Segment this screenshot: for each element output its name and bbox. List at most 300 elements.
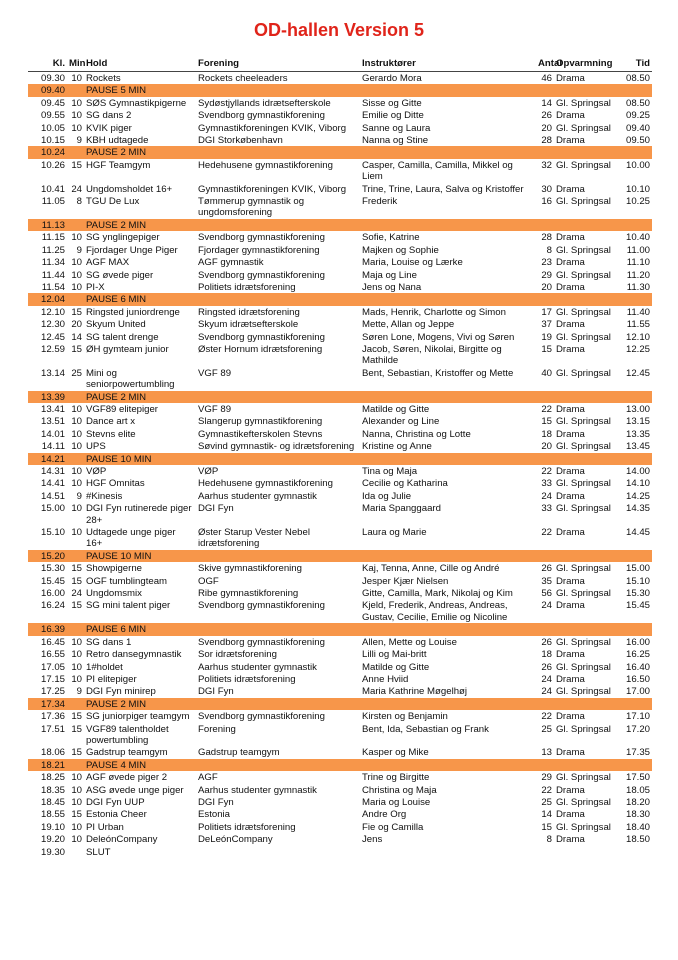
pause-row <box>28 84 652 96</box>
table-row <box>28 833 652 845</box>
pause-gap <box>67 623 84 635</box>
cell-hold: ØH gymteam junior <box>86 343 169 355</box>
table-row <box>28 784 652 796</box>
cell-forening: Skive gymnastikforening <box>198 563 302 575</box>
cell-antal: 35 <box>541 575 552 587</box>
cell-forening: Rockets cheeleaders <box>198 73 288 84</box>
cell-min: 25 <box>71 367 82 379</box>
cell-hold: SG talent drenge <box>86 331 159 343</box>
table-row <box>28 134 652 146</box>
cell-kl: 17.25 <box>40 686 65 698</box>
header-kl: Kl. <box>28 58 67 72</box>
cell-min: 10 <box>71 661 82 673</box>
cell-tid: 10.10 <box>625 183 650 195</box>
cell-min: 10 <box>71 281 82 293</box>
cell-forening: AGF gymnastik <box>198 257 264 269</box>
cell-forening: VØP <box>198 466 219 477</box>
cell-opvarmning: Gl. Springsal <box>556 367 611 379</box>
cell-tid: 10.25 <box>625 196 650 208</box>
cell-hold: VGF89 elitepiger <box>86 403 158 415</box>
cell-antal: 40 <box>541 367 552 379</box>
cell-min: 15 <box>71 600 82 612</box>
pause-row <box>28 293 652 305</box>
cell-opvarmning: Gl. Springsal <box>556 478 611 490</box>
cell-antal: 23 <box>541 257 552 269</box>
cell-antal: 22 <box>541 784 552 796</box>
cell-antal: 18 <box>541 428 552 440</box>
cell-opvarmning: Drama <box>556 747 585 759</box>
pause-gap <box>67 293 84 305</box>
cell-instruktorer: Emilie og Ditte <box>362 110 424 122</box>
cell-instruktorer: Jens og Nana <box>362 281 422 293</box>
cell-tid: 12.25 <box>625 343 650 355</box>
cell-instruktorer: Nanna og Stine <box>362 135 429 147</box>
header-tid: Tid <box>618 58 652 72</box>
cell-opvarmning: Drama <box>556 73 585 84</box>
cell-min <box>67 846 84 858</box>
cell-min: 10 <box>71 772 82 784</box>
cell-kl: 11.44 <box>41 269 65 281</box>
page-title: OD-hallen Version 5 <box>253 20 425 40</box>
pause-label: PAUSE 4 MIN <box>84 759 652 771</box>
cell-instruktorer: Tina og Maja <box>362 466 418 477</box>
cell-tid: 15.10 <box>625 575 650 587</box>
cell-antal: 32 <box>541 159 552 171</box>
cell-kl: 16.24 <box>40 600 65 612</box>
cell-instruktorer: Kasper og Mike <box>362 747 429 759</box>
cell-opvarmning: Gl. Springsal <box>556 331 611 343</box>
cell-opvarmning: Drama <box>556 527 585 539</box>
cell-instruktorer: Maria, Louise og Lærke <box>362 257 463 269</box>
table-row <box>28 710 652 722</box>
pause-row <box>28 759 652 771</box>
cell-min: 10 <box>71 73 82 84</box>
cell-opvarmning: Drama <box>556 135 585 147</box>
cell-kl: 16.55 <box>40 649 65 661</box>
cell-opvarmning: Drama <box>556 673 585 685</box>
pause-label: PAUSE 2 MIN <box>84 219 652 231</box>
cell-min: 15 <box>71 723 82 735</box>
cell-min: 10 <box>71 784 82 796</box>
table-row <box>28 231 652 243</box>
table-row <box>28 746 652 758</box>
cell-hold: SG ynglingepiger <box>86 232 160 244</box>
cell-instruktorer: Lilli og Mai-britt <box>362 649 427 661</box>
cell-antal: 26 <box>541 110 552 122</box>
cell-forening: AGF <box>198 772 218 784</box>
cell-forening: Tømmerup gymnastik og ungdomsforening <box>198 196 305 219</box>
header-row <box>28 58 652 72</box>
cell-antal: 56 <box>541 588 552 600</box>
cell-tid: 14.35 <box>625 503 650 515</box>
cell-hold: Skyum United <box>86 319 146 331</box>
cell-hold: Gadstrup teamgym <box>86 747 168 759</box>
cell-opvarmning: Drama <box>556 110 585 122</box>
cell-opvarmning: Gl. Springsal <box>556 796 611 808</box>
cell-tid: 15.00 <box>625 563 650 575</box>
cell-kl: 10.05 <box>40 122 65 134</box>
cell-antal: 15 <box>541 343 552 355</box>
pause-row <box>28 550 652 562</box>
cell-opvarmning: Drama <box>556 490 585 502</box>
cell-tid: 13.00 <box>625 403 650 415</box>
pause-gap <box>67 550 84 562</box>
cell-tid: 09.25 <box>625 110 650 122</box>
cell-min: 10 <box>71 428 82 440</box>
cell-instruktorer: Maria og Louise <box>362 796 431 808</box>
cell-hold: 1#holdet <box>86 661 123 673</box>
header-antal: Antal <box>536 58 554 72</box>
cell-min: 10 <box>71 466 82 477</box>
pause-label: PAUSE 5 MIN <box>84 84 652 96</box>
table-row <box>28 502 652 526</box>
cell-instruktorer: Maja og Line <box>362 269 417 281</box>
cell-instruktorer: Fie og Camilla <box>362 821 424 833</box>
table-row <box>28 599 652 623</box>
cell-antal: 22 <box>541 403 552 415</box>
cell-instruktorer: Ida og Julie <box>362 490 412 502</box>
cell-min: 15 <box>71 809 82 821</box>
cell-opvarmning: Gl. Springsal <box>556 441 611 453</box>
cell-min: 15 <box>71 747 82 759</box>
cell-forening: Øster Starup Vester Nebel idrætsforening <box>198 527 310 550</box>
cell-instruktorer: Jacob, Søren, Nikolai, Birgitte og Mathilde <box>362 343 502 367</box>
cell-opvarmning: Gl. Springsal <box>556 821 611 833</box>
pause-time: 15.20 <box>28 550 67 562</box>
table-row <box>28 661 652 673</box>
cell-tid: 13.15 <box>625 416 650 428</box>
cell-hold: SG juniorpiger teamgym <box>86 711 190 723</box>
cell-opvarmning: Gl. Springsal <box>556 661 611 673</box>
header-instruktorer: Instruktører <box>360 58 536 72</box>
cell-tid: 14.00 <box>625 466 650 477</box>
cell-instruktorer: Trine og Birgitte <box>362 772 430 784</box>
cell-instruktorer: Bent, Sebastian, Kristoffer og Mette <box>362 367 514 379</box>
table-row <box>28 575 652 587</box>
pause-label: PAUSE 6 MIN <box>84 623 652 635</box>
cell-instruktorer: Kaj, Tenna, Anne, Cille og André <box>362 563 500 575</box>
cell-forening: Hedehusene gymnastikforening <box>198 478 333 490</box>
cell-kl: 17.51 <box>40 723 65 735</box>
table-row <box>28 526 652 550</box>
cell-hold: ASG øvede unge piger <box>86 784 184 796</box>
cell-kl: 09.45 <box>40 97 65 109</box>
pause-time: 14.21 <box>28 453 67 465</box>
cell-min: 14 <box>71 331 82 343</box>
cell-kl: 12.45 <box>40 331 65 343</box>
pause-row <box>28 698 652 710</box>
cell-instruktorer: Kristine og Anne <box>362 441 432 453</box>
table-row <box>28 195 652 219</box>
pause-row <box>28 453 652 465</box>
cell-kl: 14.01 <box>40 428 65 440</box>
cell-kl: 12.30 <box>40 319 65 331</box>
cell-opvarmning: Drama <box>556 257 585 269</box>
cell-instruktorer: Kjeld, Frederik, Andreas, Andreas, Gustav, Cecilie, Emilie og Nicoline <box>362 600 508 623</box>
cell-instruktorer: Allen, Mette og Louise <box>362 636 457 648</box>
pause-time: 13.39 <box>28 391 67 403</box>
pause-gap <box>67 84 84 96</box>
cell-min: 9 <box>76 490 82 502</box>
table-row <box>28 673 652 685</box>
cell-instruktorer: Andre Org <box>362 809 407 821</box>
cell-antal: 28 <box>541 232 552 244</box>
cell-tid: 11.55 <box>626 319 650 331</box>
cell-forening: Slangerup gymnastikforening <box>198 416 323 428</box>
pause-gap <box>67 698 84 710</box>
cell-opvarmning: Gl. Springsal <box>556 269 611 281</box>
cell-min: 20 <box>71 319 82 331</box>
cell-min: 15 <box>71 306 82 318</box>
cell-opvarmning: Drama <box>556 711 585 723</box>
cell-forening: Svendborg gymnastikforening <box>198 232 325 244</box>
cell-tid: 14.45 <box>625 527 650 539</box>
cell-tid: 16.00 <box>625 636 650 648</box>
cell-instruktorer: Alexander og Line <box>362 416 440 428</box>
cell-kl: 18.06 <box>40 747 65 759</box>
cell-min: 10 <box>71 110 82 122</box>
cell-tid: 17.20 <box>625 723 650 735</box>
cell-tid: 17.50 <box>625 772 650 784</box>
cell-tid: 11.10 <box>626 257 650 269</box>
cell-kl: 10.26 <box>40 159 65 171</box>
cell-forening: Svendborg gymnastikforening <box>198 331 325 343</box>
cell-antal: 26 <box>541 636 552 648</box>
cell-opvarmning: Gl. Springsal <box>556 563 611 575</box>
cell-forening: Sydøstjyllands idrætsefterskole <box>198 97 331 109</box>
cell-hold: Ringsted juniordrenge <box>86 306 180 318</box>
cell-opvarmning: Gl. Springsal <box>556 306 611 318</box>
cell-tid: 11.20 <box>626 269 650 281</box>
cell-kl: 12.10 <box>40 306 65 318</box>
table-row <box>28 281 652 293</box>
cell-opvarmning: Drama <box>556 649 585 661</box>
cell-instruktorer: Gitte, Camilla, Mark, Nikolaj og Kim <box>362 588 513 600</box>
cell-instruktorer: Christina og Maja <box>362 784 437 796</box>
pause-row <box>28 391 652 403</box>
cell-instruktorer: Jens <box>362 834 383 846</box>
cell-hold: Retro dansegymnastik <box>86 649 182 661</box>
table-row <box>28 343 652 367</box>
cell-forening <box>196 846 360 858</box>
cell-forening: Gymnastikefterskolen Stevns <box>198 428 323 440</box>
cell-opvarmning: Drama <box>556 575 585 587</box>
table-row <box>28 796 652 808</box>
cell-hold: DGI Fyn minirep <box>86 686 156 698</box>
cell-tid: 13.45 <box>625 441 650 453</box>
cell-forening: Søvind gymnastik- og idrætsforening <box>198 441 355 453</box>
cell-forening: OGF <box>198 575 219 587</box>
cell-opvarmning: Drama <box>556 600 585 612</box>
cell-kl: 19.30 <box>40 846 65 858</box>
cell-forening: Ringsted idrætsforening <box>198 306 300 318</box>
table-row <box>28 490 652 502</box>
cell-kl: 12.59 <box>40 343 65 355</box>
table-row <box>28 440 652 452</box>
cell-forening: Estonia <box>198 809 230 821</box>
table-row <box>28 403 652 415</box>
cell-min: 10 <box>71 441 82 453</box>
cell-hold: SG dans 1 <box>86 636 132 648</box>
cell-kl: 18.35 <box>40 784 65 796</box>
cell-instruktorer: Maria Spanggaard <box>362 503 441 515</box>
cell-antal: 26 <box>541 563 552 575</box>
cell-tid: 18.40 <box>625 821 650 833</box>
table-row <box>28 477 652 489</box>
pause-gap <box>67 219 84 231</box>
cell-antal: 24 <box>541 600 552 612</box>
cell-antal: 24 <box>541 673 552 685</box>
table-row <box>28 97 652 109</box>
cell-kl: 18.25 <box>40 772 65 784</box>
cell-forening: Politiets idrætsforening <box>198 281 296 293</box>
cell-instruktorer: Sisse og Gitte <box>362 97 422 109</box>
cell-tid: 16.25 <box>625 649 650 661</box>
cell-opvarmning: Drama <box>556 428 585 440</box>
cell-antal: 15 <box>541 416 552 428</box>
cell-instruktorer: Sofie, Katrine <box>362 232 420 244</box>
cell-tid: 08.50 <box>625 97 650 109</box>
cell-forening: VGF 89 <box>198 367 232 379</box>
cell-kl: 14.31 <box>40 466 65 477</box>
cell-opvarmning: Gl. Springsal <box>556 159 611 171</box>
cell-opvarmning: Drama <box>556 281 585 293</box>
cell-antal: 14 <box>541 809 552 821</box>
cell-opvarmning: Gl. Springsal <box>556 244 611 256</box>
cell-opvarmning: Drama <box>556 809 585 821</box>
pause-time: 17.34 <box>28 698 67 710</box>
cell-instruktorer: Gerardo Mora <box>362 73 422 84</box>
cell-instruktorer: Mads, Henrik, Charlotte og Simon <box>362 306 506 318</box>
cell-antal: 8 <box>546 244 552 256</box>
cell-hold: PI-X <box>86 281 105 293</box>
cell-min: 10 <box>71 527 82 539</box>
cell-min: 10 <box>71 503 82 515</box>
cell-tid: 11.40 <box>626 306 650 318</box>
cell-hold: TGU De Lux <box>86 196 140 208</box>
cell-hold: Ungdomsholdet 16+ <box>86 183 173 195</box>
cell-hold: AGF øvede piger 2 <box>86 772 168 784</box>
cell-hold: VØP <box>86 466 107 477</box>
cell-antal: 18 <box>541 649 552 661</box>
cell-opvarmning: Drama <box>556 784 585 796</box>
cell-antal: 13 <box>541 747 552 759</box>
cell-antal: 22 <box>541 527 552 539</box>
cell-tid: 18.20 <box>625 796 650 808</box>
cell-tid: 18.50 <box>625 834 650 846</box>
pause-label: PAUSE 10 MIN <box>84 550 652 562</box>
cell-tid: 17.00 <box>625 686 650 698</box>
cell-hold: SG dans 2 <box>86 110 132 122</box>
cell-hold: DGI Fyn UUP <box>86 796 145 808</box>
cell-kl: 14.51 <box>40 490 65 502</box>
cell-min: 10 <box>71 403 82 415</box>
cell-opvarmning: Drama <box>556 834 585 846</box>
cell-hold: HGF Teamgym <box>86 159 151 171</box>
pause-time: 12.04 <box>28 293 67 305</box>
cell-kl: 13.41 <box>40 403 65 415</box>
cell-tid: 17.10 <box>625 711 650 723</box>
cell-opvarmning: Drama <box>556 183 585 195</box>
cell-antal: 24 <box>541 686 552 698</box>
cell-forening: DGI Fyn <box>198 686 234 698</box>
cell-kl: 10.41 <box>40 183 65 195</box>
cell-opvarmning: Gl. Springsal <box>556 503 611 515</box>
cell-forening: Aarhus studenter gymnastik <box>198 784 317 796</box>
cell-opvarmning: Gl. Springsal <box>556 97 611 109</box>
cell-opvarmning: Drama <box>556 466 585 477</box>
cell-min: 8 <box>76 196 82 208</box>
cell-min: 24 <box>71 183 82 195</box>
table-row <box>28 415 652 427</box>
cell-instruktorer: Majken og Sophie <box>362 244 439 256</box>
cell-kl: 16.45 <box>40 636 65 648</box>
cell-instruktorer: Kirsten og Benjamin <box>362 711 448 723</box>
cell-instruktorer: Laura og Marie <box>362 527 427 539</box>
cell-kl: 18.45 <box>40 796 65 808</box>
schedule-table <box>28 58 652 858</box>
cell-antal <box>536 846 554 858</box>
cell-antal: 22 <box>541 466 552 477</box>
table-row <box>28 562 652 574</box>
pause-time: 16.39 <box>28 623 67 635</box>
cell-kl: 11.05 <box>41 196 65 208</box>
cell-kl: 19.10 <box>40 821 65 833</box>
cell-tid: 18.05 <box>625 784 650 796</box>
cell-antal: 20 <box>541 122 552 134</box>
cell-forening: DeLeónCompany <box>198 834 273 846</box>
pause-label: PAUSE 2 MIN <box>84 698 652 710</box>
cell-hold: AGF MAX <box>86 257 130 269</box>
cell-opvarmning: Drama <box>556 232 585 244</box>
cell-instruktorer: Trine, Trine, Laura, Salva og Kristoffer <box>362 183 524 195</box>
cell-antal: 22 <box>541 711 552 723</box>
cell-hold: UPS <box>86 441 106 453</box>
cell-kl: 19.20 <box>40 834 65 846</box>
cell-kl: 09.30 <box>40 73 65 84</box>
cell-antal: 20 <box>541 441 552 453</box>
table-row <box>28 648 652 660</box>
cell-antal: 28 <box>541 135 552 147</box>
cell-tid: 13.35 <box>625 428 650 440</box>
cell-min: 15 <box>71 343 82 355</box>
cell-min: 9 <box>76 135 82 147</box>
cell-tid <box>618 846 652 858</box>
cell-min: 10 <box>71 673 82 685</box>
cell-forening: Politiets idrætsforening <box>198 821 296 833</box>
table-row <box>28 244 652 256</box>
cell-opvarmning: Gl. Springsal <box>556 636 611 648</box>
cell-hold: Rockets <box>86 73 121 84</box>
cell-tid: 16.40 <box>625 661 650 673</box>
cell-antal: 17 <box>541 306 552 318</box>
table-row <box>28 306 652 318</box>
cell-antal: 29 <box>541 269 552 281</box>
cell-kl: 15.00 <box>40 503 65 515</box>
cell-antal: 20 <box>541 281 552 293</box>
cell-kl: 11.25 <box>41 244 65 256</box>
cell-antal: 25 <box>541 796 552 808</box>
cell-antal: 15 <box>541 821 552 833</box>
pause-time: 18.21 <box>28 759 67 771</box>
cell-kl: 11.34 <box>41 257 65 269</box>
cell-forening: Hedehusene gymnastikforening <box>198 159 333 171</box>
cell-instruktorer: Maria Kathrine Møgelhøj <box>362 686 468 698</box>
cell-instruktorer: Jesper Kjær Nielsen <box>362 575 449 587</box>
cell-min: 10 <box>71 834 82 846</box>
cell-forening: Ribe gymnastikforening <box>198 588 299 600</box>
cell-opvarmning: Gl. Springsal <box>556 196 611 208</box>
